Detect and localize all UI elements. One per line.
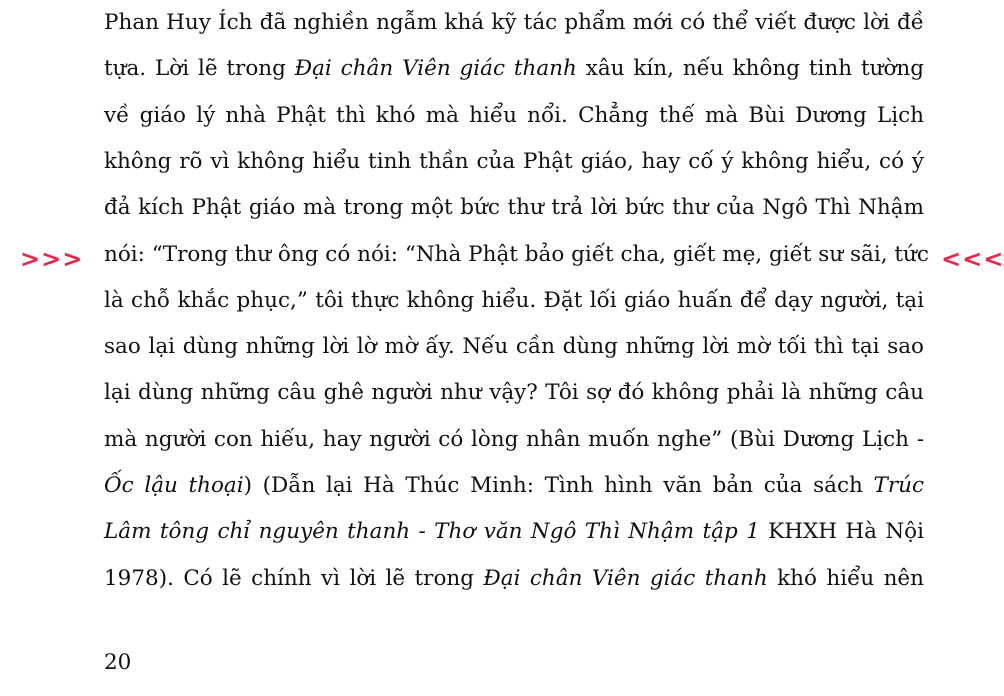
text-segment: khó hiểu nên (767, 565, 924, 591)
italic-text-segment: Lâm tông chỉ nguyên thanh - Thơ văn Ngô Thì Nhậm tập 1 (104, 519, 760, 545)
left-marker: >>> (20, 245, 84, 273)
text-segment: là chỗ khắc phục,” tôi thực không hiểu. Đặt lối giáo huấn để dạy người, tại (104, 287, 924, 313)
text-line (104, 232, 929, 278)
text-line (104, 463, 924, 509)
italic-text-segment: Đại chân Viên giác thanh (483, 565, 768, 591)
text-line (104, 509, 924, 555)
text-segment: lại dùng những câu ghê người như vậy? Tôi sợ đó không phải là những câu (104, 380, 924, 406)
text-line (104, 46, 924, 92)
text-segment: không rõ vì không hiểu tinh thần của Phật giáo, hay cố ý không hiểu, có ý (104, 148, 924, 174)
text-segment: KHXH Hà Nội (759, 519, 924, 545)
text-segment: về giáo lý nhà Phật thì khó mà hiểu nổi. Chẳng thế mà Bùi Dương Lịch (104, 102, 924, 128)
italic-text-segment: Đại chân Viên giác thanh (294, 56, 577, 82)
italic-text-segment: Trúc (873, 473, 924, 498)
text-segment: nói: “Trong thư ông có nói: “Nhà Phật bảo giết cha, giết mẹ, giết sư sãi, tức (104, 241, 929, 267)
text-segment: tựa. Lời lẽ trong (104, 56, 295, 82)
text-line (104, 0, 924, 46)
page-number: 20 (104, 650, 132, 675)
text-segment: đả kích Phật giáo mà trong một bức thư trả lời bức thư của Ngô Thì Nhậm (104, 195, 924, 221)
text-segment: sao lại dùng những lời lờ mờ ấy. Nếu cần dùng những lời mờ tối thì tại sao (104, 334, 924, 360)
text-line (104, 370, 924, 416)
text-line (104, 139, 924, 185)
text-segment: Phan Huy Ích đã nghiền ngẫm khá kỹ tác phẩm mới có thể viết được lời đề (104, 10, 924, 35)
text-line (104, 556, 924, 602)
text-segment: mà người con hiếu, hay người có lòng nhân muốn nghe” (Bùi Dương Lịch - (104, 426, 924, 452)
text-line (104, 417, 924, 463)
italic-text-segment: Ốc lậu thoại (104, 473, 244, 498)
text-line (104, 93, 924, 139)
text-line (104, 324, 924, 370)
right-marker: <<< (941, 245, 1004, 273)
text-line (104, 185, 924, 231)
text-segment: xâu kín, nếu không tinh tường (576, 56, 924, 82)
text-segment: 1978). Có lẽ chính vì lời lẽ trong (104, 565, 484, 591)
text-segment: ) (Dẫn lại Hà Thúc Minh: Tình hình văn bản của sách (243, 473, 874, 498)
text-line (104, 278, 924, 324)
